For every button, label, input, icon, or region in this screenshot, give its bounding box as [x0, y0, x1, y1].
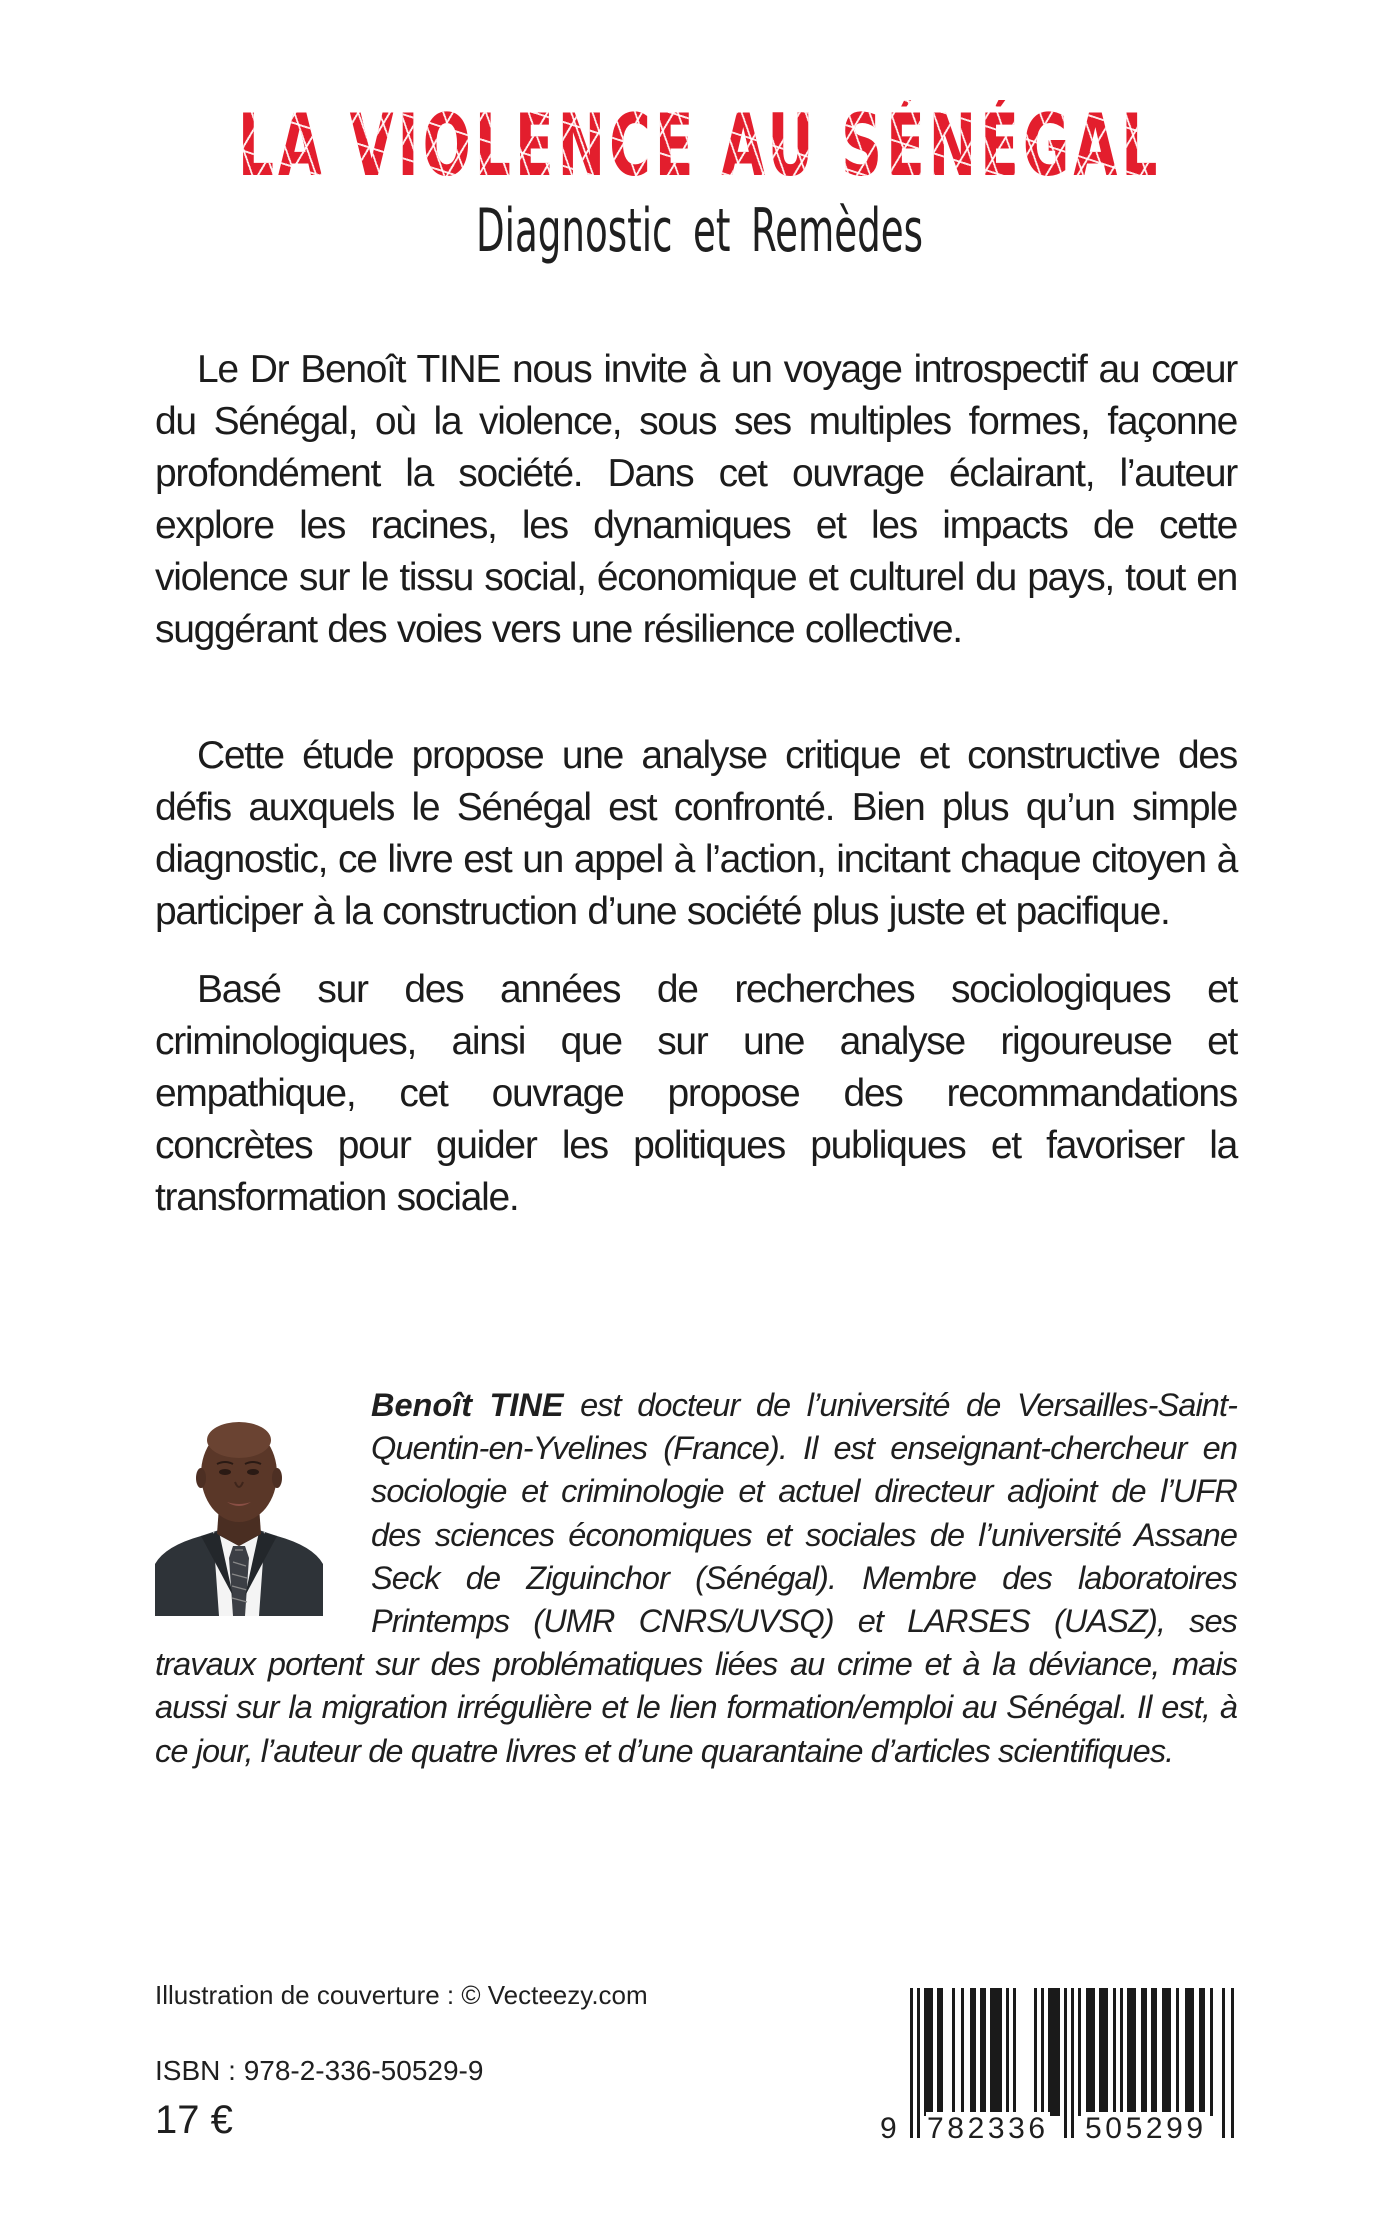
barcode-group-2: 505299: [1085, 2112, 1207, 2145]
illustration-credit: Illustration de couverture : © Vecteezy.com: [155, 1980, 648, 2010]
author-name: Benoît TINE: [371, 1387, 564, 1423]
book-subtitle: Diagnostic et Remèdes: [476, 196, 924, 266]
author-bio: [155, 1384, 1237, 1773]
barcode-lead-digit: 9: [880, 2112, 901, 2145]
blurb-paragraph-1: [155, 344, 1237, 656]
blurb-text: Basé sur des années de recherches sociologiques et criminologiques, ainsi que sur une analyse rigoureuse et empathique, cet ouvrage propose des recommandations concrètes pour guider les politiques publiques et favoriser la transformation sociale.: [155, 968, 1237, 1219]
cover-title-block: [0, 96, 1400, 196]
price: 17 €: [155, 2098, 233, 2142]
blurb-text: Cette étude propose une analyse critique et constructive des défis auxquels le Sénégal est confronté. Bien plus qu’un simple diagnostic, ce livre est un appel à l’action, incitant chaque citoyen à participer à la construction d’une société plus juste et pacifique.: [155, 734, 1237, 933]
barcode-group-1: 782336: [927, 2112, 1049, 2145]
blurb-paragraph-2: [155, 730, 1237, 938]
blurb-text: Le Dr Benoît TINE nous invite à un voyage introspectif au cœur du Sénégal, où la violence, sous ses multiples formes, façonne profondément la société. Dans cet ouvrage éclairant, l’auteur explore les racines, les dynamiques et les impacts de cette violence sur le tissu social, économique et culturel du pays, tout en suggérant des voies vers une résilience collective.: [155, 348, 1237, 651]
blurb-paragraph-3: [155, 964, 1237, 1224]
author-bio-text: est docteur de l’université de Versailles-Saint-Quentin-en-Yvelines (France). Il est enseignant-chercheur en sociologie et criminologie et actuel directeur adjoint de l’UFR des sciences économiques et sociales de l’université Assane Seck de Ziguinchor (Sénégal). Membre des laboratoires Printemps (UMR CNRS/UVSQ) et LARSES (UASZ), ses travaux portent sur des problématiques liées au crime et à la déviance, mais aussi sur la migration irrégulière et le lien formation/emploi au Sénégal. Il est, à ce jour, l’auteur de quatre livres et d’une quarantaine d’articles scientifiques.: [155, 1387, 1237, 1769]
author-portrait-icon: [155, 1396, 323, 1616]
subtitle-block: [0, 196, 1400, 266]
book-title: LA VIOLENCE AU SÉNÉGAL: [238, 96, 1162, 196]
isbn: ISBN : 978-2-336-50529-9: [155, 2055, 484, 2086]
author-photo: [155, 1396, 323, 1616]
